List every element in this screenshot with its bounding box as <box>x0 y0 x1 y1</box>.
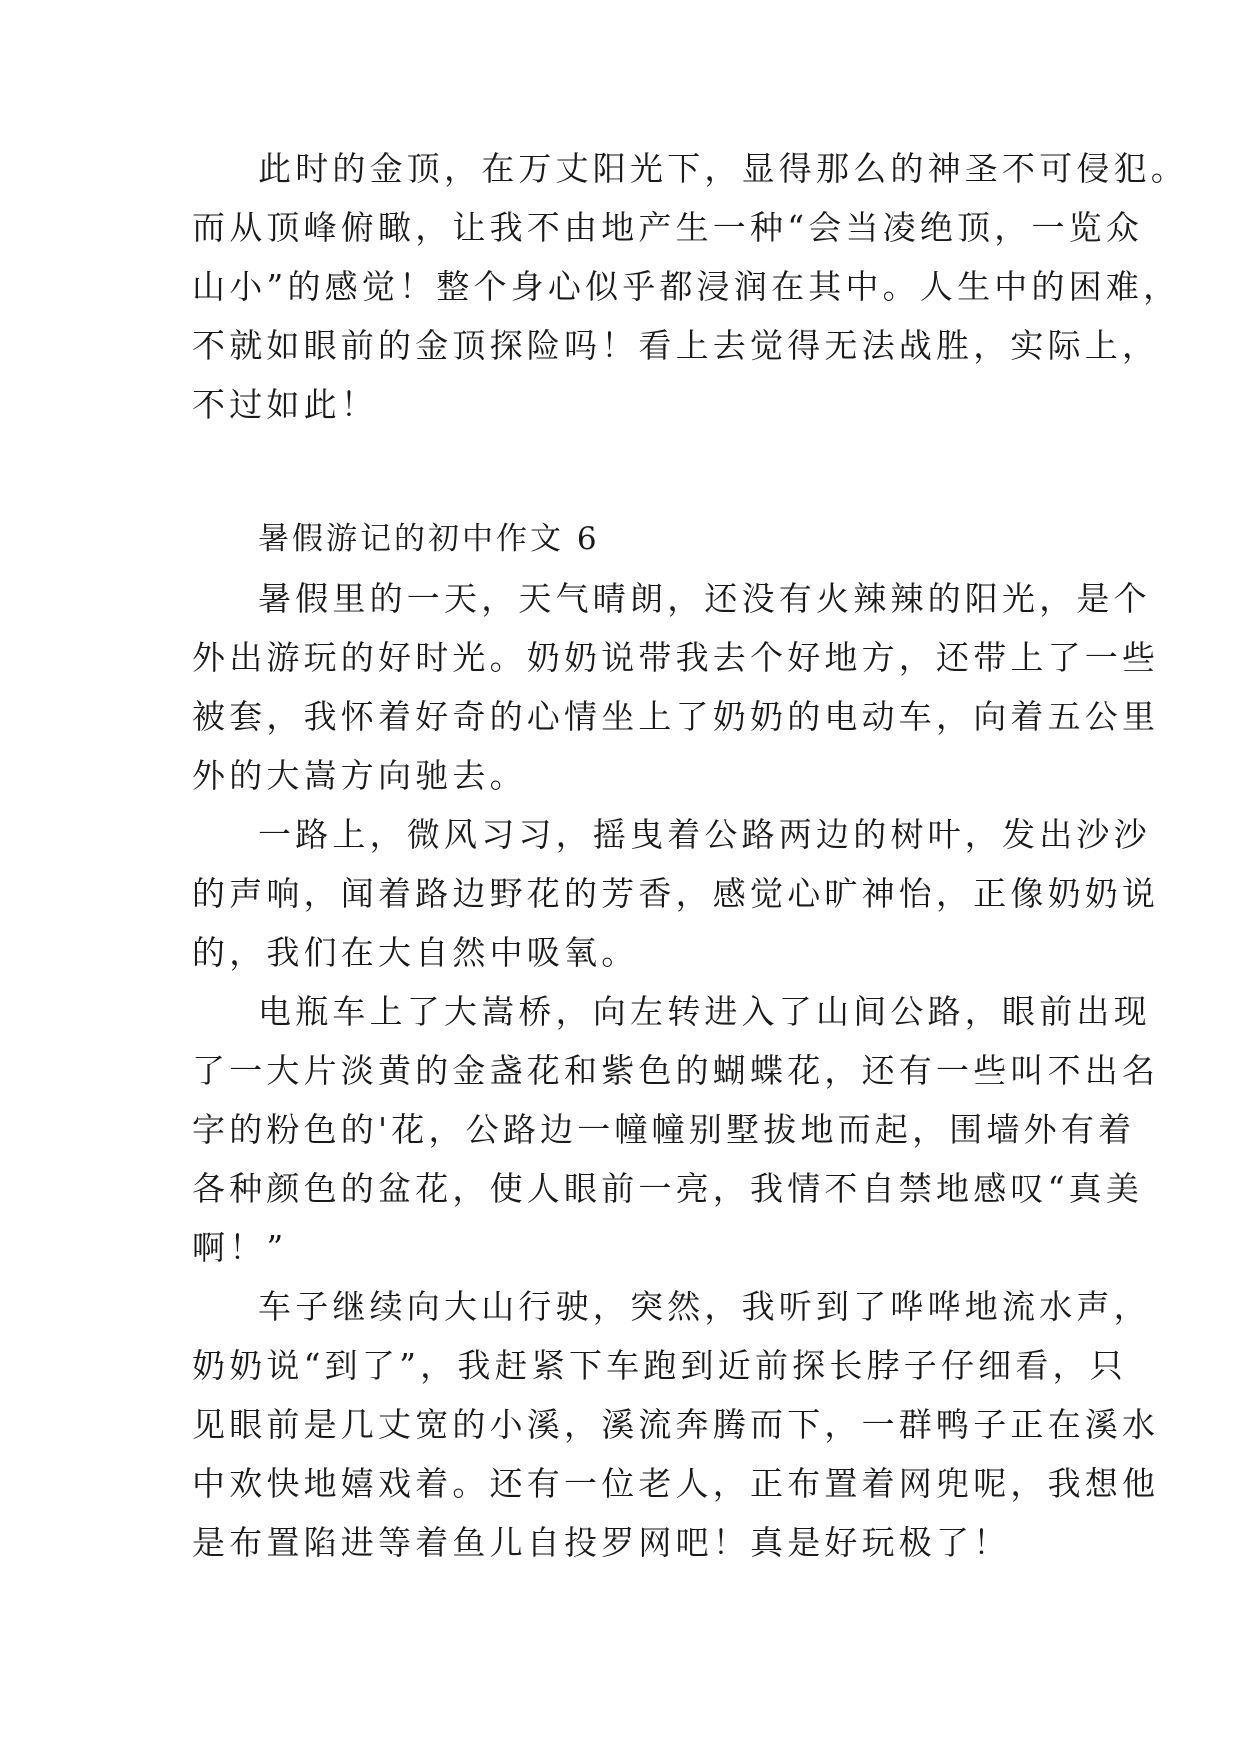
text-line: 外的大嵩方向驰去。 <box>192 756 527 795</box>
paragraph-golden-summit <box>192 139 1188 434</box>
text-line: 啊！” <box>192 1228 288 1267</box>
essay-heading: 暑假游记的初中作文 6 <box>258 521 600 557</box>
text-line: 而从顶峰俯瞰，让我不由地产生一种“会当凌绝顶，一览众 <box>192 208 1144 247</box>
text-line: 字的粉色的'花，公路边一幢幢别墅拔地而起，围墙外有着 <box>192 1110 1136 1149</box>
text-line: 不过如此！ <box>192 385 378 424</box>
paragraph-mountain-road <box>192 982 1160 1277</box>
text-line: 的，我们在大自然中吸氧。 <box>192 933 639 972</box>
text-line: 电瓶车上了大嵩桥，向左转进入了山间公路，眼前出现 <box>258 992 1151 1031</box>
text-line: 见眼前是几丈宽的小溪，溪流奔腾而下，一群鸭子正在溪水 <box>192 1405 1160 1444</box>
text-line: 是布置陷进等着鱼儿自投罗网吧！真是好玩极了！ <box>192 1523 1011 1562</box>
text-line: 一路上，微风习习，摇曳着公路两边的树叶，发出沙沙 <box>258 815 1151 854</box>
text-line: 被套，我怀着好奇的心情坐上了奶奶的电动车，向着五公里 <box>192 697 1160 736</box>
text-line: 奶奶说“到了”，我赶紧下车跑到近前探长脖子仔细看，只 <box>192 1346 1127 1385</box>
text-line: 车子继续向大山行驶，突然，我听到了哗哗地流水声， <box>258 1287 1151 1326</box>
paragraph-summer-day <box>192 569 1160 805</box>
text-line: 外出游玩的好时光。奶奶说带我去个好地方，还带上了一些 <box>192 638 1160 677</box>
text-line: 此时的金顶，在万丈阳光下，显得那么的神圣不可侵犯。 <box>258 149 1188 188</box>
paragraph-on-the-road <box>192 805 1160 982</box>
text-line: 不就如眼前的金顶探险吗！看上去觉得无法战胜，实际上， <box>192 326 1160 365</box>
text-line: 的声响，闻着路边野花的芳香，感觉心旷神怡，正像奶奶说 <box>192 874 1160 913</box>
text-line: 了一大片淡黄的金盏花和紫色的蝴蝶花，还有一些叫不出名 <box>192 1051 1160 1090</box>
text-line: 暑假里的一天，天气晴朗，还没有火辣辣的阳光，是个 <box>258 579 1151 618</box>
text-line: 山小”的感觉！整个身心似乎都浸润在其中。人生中的困难， <box>192 267 1181 306</box>
text-line: 中欢快地嬉戏着。还有一位老人，正布置着网兜呢，我想他 <box>192 1464 1160 1503</box>
text-line: 各种颜色的盆花，使人眼前一亮，我情不自禁地感叹“真美 <box>192 1169 1144 1208</box>
paragraph-stream <box>192 1277 1160 1572</box>
